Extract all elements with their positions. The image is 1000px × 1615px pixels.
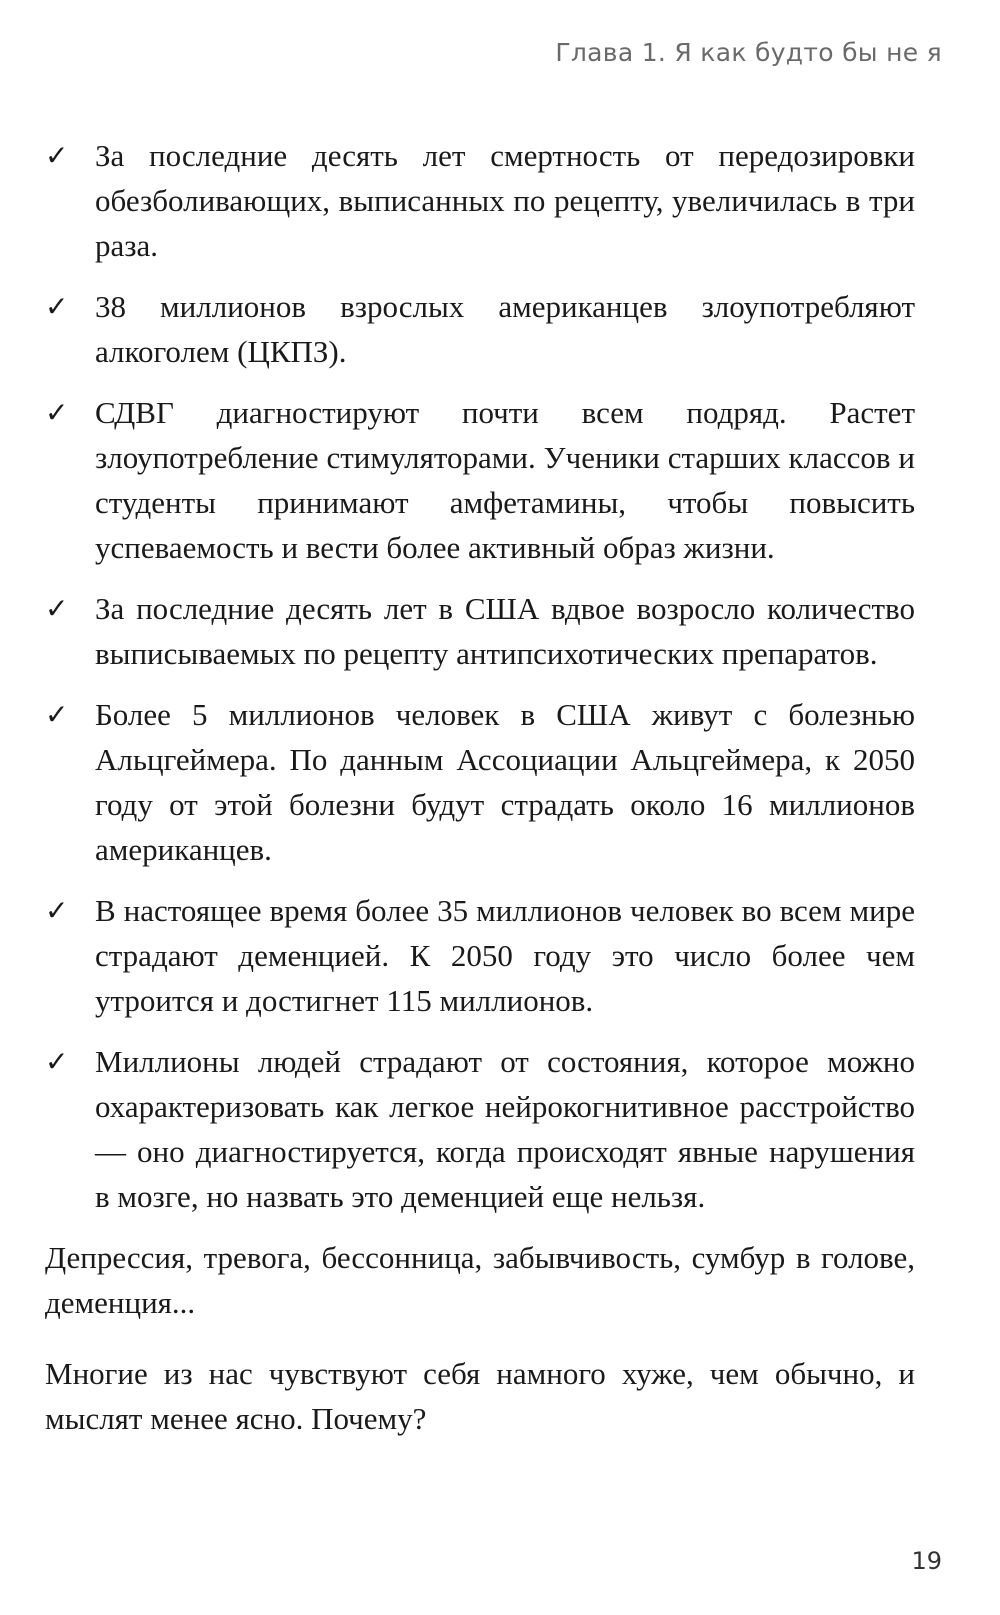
list-item-text: За последние десять лет в США вдвое возросло количество выписываемых по рецепту антипсихотических препаратов. [95,591,915,671]
list-item [45,586,915,676]
list-item-text: 38 миллионов взрослых американцев злоупотребляют алкоголем (ЦКПЗ). [95,289,915,369]
check-icon: ✓ [45,1045,69,1078]
paragraph-symptoms: Депрессия, тревога, бессонница, забывчивость, сумбур в голове, деменция... [45,1240,915,1320]
check-icon: ✓ [45,396,69,429]
check-icon: ✓ [45,139,69,172]
page-number: 19 [911,1547,942,1575]
paragraph-question: Многие из нас чувствуют себя намного хуже, чем обычно, и мыслят менее ясно. Почему? [45,1356,915,1436]
list-item [45,1039,915,1219]
check-icon: ✓ [45,698,69,731]
check-icon: ✓ [45,894,69,927]
list-item-text: В настоящее время более 35 миллионов человек во всем мире страдают деменцией. К 2050 году это число более чем утроится и достигнет 115 миллионов. [95,893,915,1018]
list-item-text: За последние десять лет смертность от передозировки обезболивающих, выписанных по рецепту, увеличилась в три раза. [95,138,915,263]
facts-list [45,133,915,1219]
list-item [45,133,915,268]
page-body [45,133,915,1467]
list-item [45,284,915,374]
running-header: Глава 1. Я как будто бы не я [555,38,942,67]
list-item [45,692,915,872]
list-item [45,888,915,1023]
list-item-text: Более 5 миллионов человек в США живут с болезнью Альцгеймера. По данным Ассоциации Альцгеймера, к 2050 году от этой болезни будут страдать около 16 миллионов американцев. [95,697,915,867]
check-icon: ✓ [45,592,69,625]
check-icon: ✓ [45,290,69,323]
list-item [45,390,915,570]
list-item-text: СДВГ диагностируют почти всем подряд. Растет злоупотребление стимуляторами. Ученики старших классов и студенты принимают амфетамины, чтобы повысить успеваемость и вести более активный образ жизни. [95,395,915,565]
list-item-text: Миллионы людей страдают от состояния, которое можно охарактеризовать как легкое нейрокогнитивное расстройство — оно диагностируется, когда происходят явные нарушения в мозге, но назвать это деменцией еще нельзя. [95,1044,915,1214]
